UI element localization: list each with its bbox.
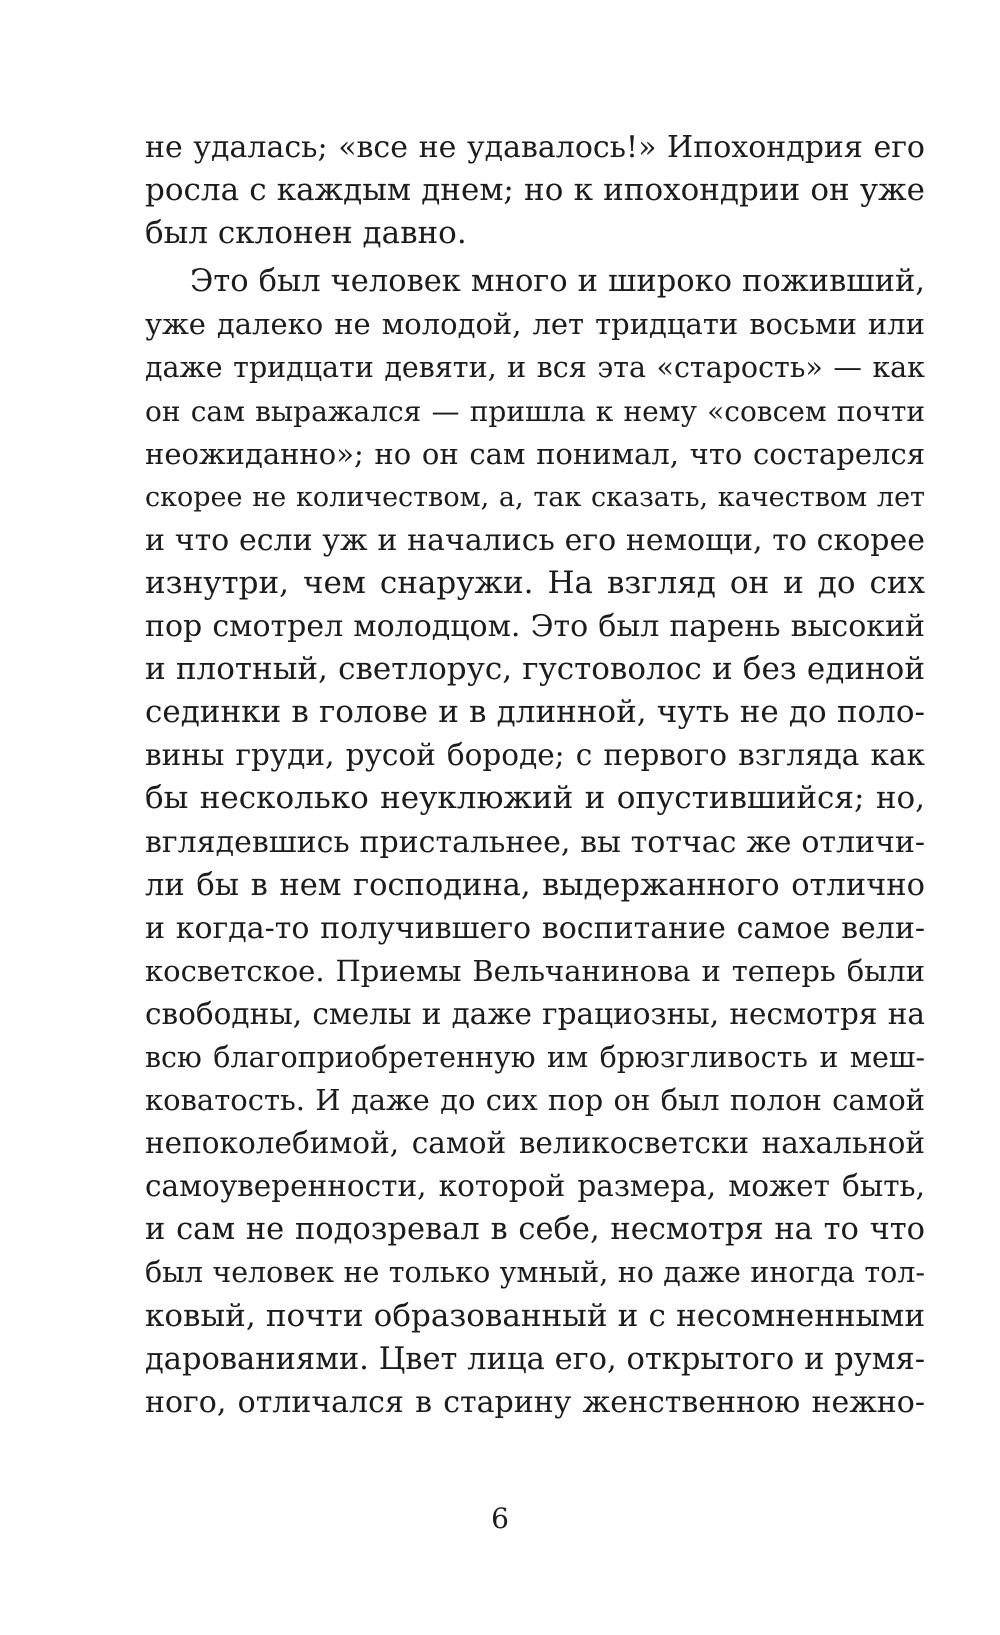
text-line: сединки в голове и в длинной, чуть не до поло- xyxy=(145,694,925,731)
text-line: ковый, почти образованный и с несомненными xyxy=(145,1297,925,1334)
text-line: изнутри, чем снаружи. На взгляд он и до сих xyxy=(145,564,925,601)
text-line: был человек не только умный, но даже иногда тол- xyxy=(145,1256,925,1290)
text-line: был склонен давно. xyxy=(145,215,467,252)
text-line: ного, отличался в старину женственною нежно- xyxy=(145,1384,925,1420)
paragraph-1 xyxy=(145,126,925,255)
text-line: неожиданно»; но он сам понимал, что состарелся xyxy=(145,436,925,471)
page-number: 6 xyxy=(491,1502,509,1535)
text-line: росла с каждым днем; но к ипохондрии он уже xyxy=(145,172,925,209)
text-line: косветское. Приемы Вельчанинова и теперь были xyxy=(145,953,925,988)
text-line: он сам выражался — пришла к нему «совсем почти xyxy=(145,394,925,428)
text-line: коватость. И даже до сих пор он был полон самой xyxy=(145,1083,925,1118)
text-line: дарованиями. Цвет лица его, открытого и румя- xyxy=(145,1341,925,1377)
text-line: вглядевшись пристальнее, вы тотчас же отличи- xyxy=(145,824,925,860)
text-line: пор смотрел молодцом. Это был парень высокий xyxy=(145,609,925,645)
text-line: и плотный, светлорус, густоволос и без единой xyxy=(145,651,925,688)
text-line: самоуверенности, которой размера, может быть, xyxy=(145,1169,925,1204)
text-line: и что если уж и начались его немощи, то скорее xyxy=(145,522,925,558)
text-line: не удалась; «все не удавалось!» Ипохондрия его xyxy=(145,130,925,165)
text-line: свободны, смелы и даже грациозны, несмотря на xyxy=(145,996,925,1031)
text-line: скорее не количеством, а, так сказать, качеством лет xyxy=(145,481,925,513)
body-text xyxy=(145,126,925,1424)
text-line: и когда-то получившего воспитание самое вели- xyxy=(145,910,925,946)
text-line: всю благоприобретенную им брюзгливость и меш- xyxy=(145,1040,925,1074)
text-line: бы несколько неуклюжий и опустившийся; но, xyxy=(145,780,925,817)
text-line: вины груди, русой бороде; с первого взгляда как xyxy=(145,738,925,773)
text-line: даже тридцати девяти, и вся эта «старость» — как xyxy=(145,351,925,385)
text-line: и сам не подозревал в себе, несмотря на то что xyxy=(145,1212,925,1248)
paragraph-2 xyxy=(145,260,925,1424)
text-line: непоколебимой, самой великосветски нахальной xyxy=(145,1126,925,1161)
text-line: ли бы в нем господина, выдержанного отлично xyxy=(145,867,925,903)
text-line: Это был человек много и широко поживший, xyxy=(190,264,925,300)
text-line: уже далеко не молодой, лет тридцати восьми или xyxy=(145,307,925,342)
